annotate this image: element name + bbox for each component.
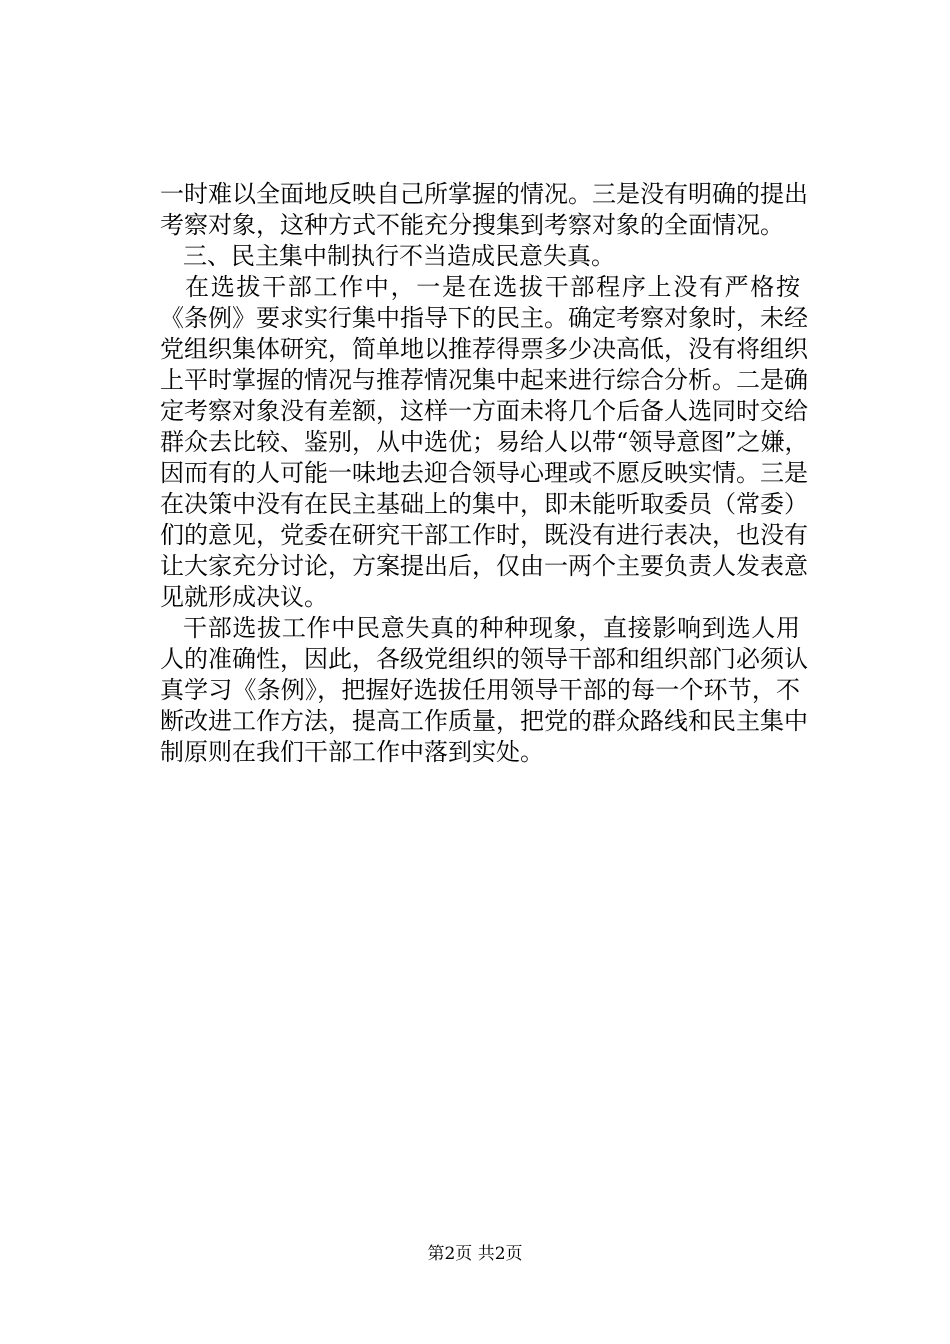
section-heading: 三、民主集中制执行不当造成民意失真。 — [183, 242, 615, 270]
body-text-line: 让大家充分讨论，方案提出后，仅由一两个主要负责人发表意 — [160, 552, 808, 580]
body-text-line: 在决策中没有在民主基础上的集中，即未能听取委员（常委） — [160, 490, 808, 518]
page-number-footer: 第2页 共2页 — [427, 1244, 523, 1264]
body-text-line: 制原则在我们干部工作中落到实处。 — [160, 738, 544, 766]
body-text-line: 真学习《条例》，把握好选拔任用领导干部的每一个环节，不 — [160, 676, 800, 704]
body-text-line: 一时难以全面地反映自己所掌握的情况。三是没有明确的提出 — [160, 180, 808, 208]
body-text-line: 们的意见，党委在研究干部工作时，既没有进行表决，也没有 — [160, 521, 808, 549]
body-text-line: 考察对象，这种方式不能充分搜集到考察对象的全面情况。 — [160, 211, 784, 239]
body-text-line: 《条例》要求实行集中指导下的民主。确定考察对象时，未经 — [160, 304, 808, 332]
body-text-line: 干部选拔工作中民意失真的种种现象，直接影响到选人用 — [183, 614, 800, 642]
body-text-line: 群众去比较、鉴别，从中选优；易给人以带“领导意图”之嫌， — [160, 428, 809, 456]
body-text-line: 定考察对象没有差额，这样一方面未将几个后备人选同时交给 — [160, 397, 808, 425]
body-text-line: 见就形成决议。 — [160, 583, 328, 611]
body-text-line: 因而有的人可能一味地去迎合领导心理或不愿反映实情。三是 — [160, 459, 808, 487]
body-text-line: 党组织集体研究，简单地以推荐得票多少决高低，没有将组织 — [160, 335, 808, 363]
body-text-line: 人的准确性，因此，各级党组织的领导干部和组织部门必须认 — [160, 645, 808, 673]
body-text-line: 断改进工作方法，提高工作质量，把党的群众路线和民主集中 — [160, 707, 808, 735]
body-text-line: 上平时掌握的情况与推荐情况集中起来进行综合分析。二是确 — [160, 366, 808, 394]
body-text-line: 在选拔干部工作中，一是在选拔干部程序上没有严格按 — [185, 273, 800, 301]
